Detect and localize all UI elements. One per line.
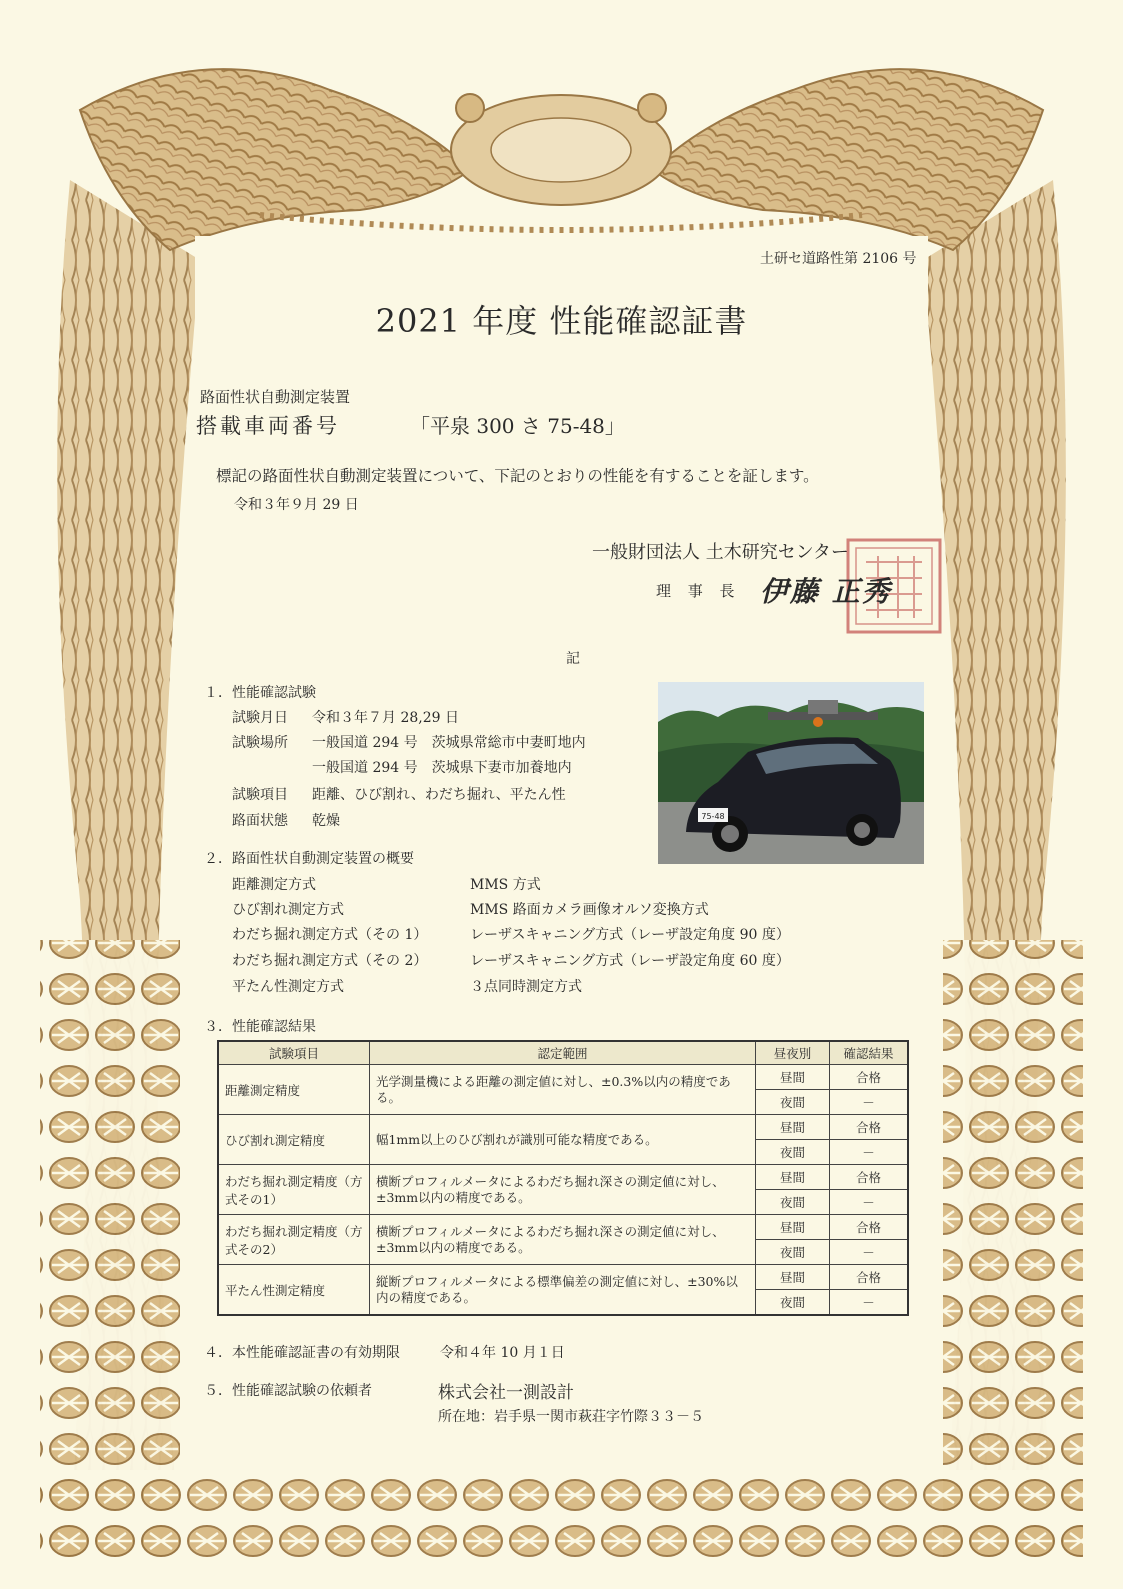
signer-position: 理 事 長 (656, 582, 741, 600)
row-day: 昼間 (756, 1115, 830, 1140)
section1-title: １．性能確認試験 (204, 685, 316, 701)
header-test-item: 試験項目 (218, 1041, 369, 1065)
test-items-value: 距離、ひび割れ、わだち掘れ、平たん性 (312, 787, 566, 803)
row-night: 夜間 (756, 1240, 830, 1265)
issue-date: 令和３年９月 29 日 (234, 497, 359, 513)
row-night-result: － (829, 1190, 908, 1215)
distance-method-label: 距離測定方式 (232, 877, 316, 893)
row-night: 夜間 (756, 1190, 830, 1215)
rut-method1-value: レーザスキャニング方式（レーザ設定角度 90 度） (470, 927, 790, 943)
row-range: 光学測量機による距離の測定値に対し、±0.3%以内の精度である。 (369, 1065, 755, 1115)
row-night: 夜間 (756, 1140, 830, 1165)
test-site-value-2: 一般国道 294 号 茨城県下妻市加養地内 (312, 760, 572, 776)
section4-title: ４．本性能確認証書の有効期限 (204, 1345, 400, 1361)
table-row (218, 1115, 908, 1140)
test-site-label: 試験場所 (232, 735, 288, 751)
rut-method1-label: わだち掘れ測定方式（その 1） (232, 927, 428, 943)
rut-method2-label: わだち掘れ測定方式（その 2） (232, 953, 428, 969)
rut-method2-value: レーザスキャニング方式（レーザ設定角度 60 度） (470, 953, 790, 969)
surface-state-value: 乾燥 (312, 813, 340, 829)
test-date-value: 令和３年７月 28,29 日 (312, 710, 459, 726)
row-night-result: － (829, 1140, 908, 1165)
validity-date: 令和４年 10 月１日 (440, 1345, 565, 1361)
row-day-result: 合格 (829, 1165, 908, 1190)
row-day: 昼間 (756, 1265, 830, 1290)
heading-ki: 記 (566, 651, 580, 667)
section5-title: ５．性能確認試験の依頼者 (204, 1383, 372, 1399)
row-item: わだち掘れ測定精度（方式その2） (218, 1215, 369, 1265)
certification-statement: 標記の路面性状自動測定装置について、下記のとおりの性能を有することを証します。 (216, 467, 819, 485)
results-table (217, 1040, 909, 1316)
row-night-result: － (829, 1090, 908, 1115)
table-row (218, 1265, 908, 1290)
plate-value: 「平泉 300 さ 75-48」 (410, 414, 625, 438)
row-item: 距離測定精度 (218, 1065, 369, 1115)
table-row (218, 1065, 908, 1090)
flatness-method-value: ３点同時測定方式 (470, 979, 582, 995)
issuing-organization: 一般財団法人 土木研究センター (592, 542, 850, 563)
header-result: 確認結果 (829, 1041, 908, 1065)
row-range: 横断プロフィルメータによるわだち掘れ深さの測定値に対し、±3mm以内の精度である。 (369, 1165, 755, 1215)
device-label: 路面性状自動測定装置 (200, 388, 351, 406)
section2-title: ２．路面性状自動測定装置の概要 (204, 851, 414, 867)
table-row (218, 1215, 908, 1240)
row-day: 昼間 (756, 1215, 830, 1240)
row-range: 縦断プロフィルメータによる標準偏差の測定値に対し、±30%以内の精度である。 (369, 1265, 755, 1316)
row-day: 昼間 (756, 1065, 830, 1090)
section3-title: ３．性能確認結果 (204, 1019, 316, 1035)
client-address: 所在地：岩手県一関市萩荘字竹際３３－５ (438, 1409, 704, 1425)
flatness-method-label: 平たん性測定方式 (232, 979, 344, 995)
row-night-result: － (829, 1290, 908, 1316)
row-range: 横断プロフィルメータによるわだち掘れ深さの測定値に対し、±3mm以内の精度である。 (369, 1215, 755, 1265)
plate-label: 搭載車両番号 (196, 414, 340, 438)
distance-method-value: MMS 方式 (470, 877, 541, 893)
row-day: 昼間 (756, 1165, 830, 1190)
row-night-result: － (829, 1240, 908, 1265)
header-range: 認定範囲 (369, 1041, 755, 1065)
crack-method-label: ひび割れ測定方式 (232, 902, 344, 918)
row-item: ひび割れ測定精度 (218, 1115, 369, 1165)
row-day-result: 合格 (829, 1065, 908, 1090)
row-day-result: 合格 (829, 1265, 908, 1290)
row-item: 平たん性測定精度 (218, 1265, 369, 1316)
row-item: わだち掘れ測定精度（方式その1） (218, 1165, 369, 1215)
row-day-result: 合格 (829, 1115, 908, 1140)
row-night: 夜間 (756, 1090, 830, 1115)
table-row (218, 1165, 908, 1190)
row-day-result: 合格 (829, 1215, 908, 1240)
row-night: 夜間 (756, 1290, 830, 1316)
client-name: 株式会社一測設計 (438, 1383, 574, 1403)
vehicle-photo (658, 682, 924, 864)
document-number: 土研セ道路性第 2106 号 (760, 251, 917, 267)
crack-method-value: MMS 路面カメラ画像オルソ変換方式 (470, 902, 709, 918)
surface-state-label: 路面状態 (232, 813, 288, 829)
signer-name: 伊藤 正秀 (760, 575, 892, 608)
page-title: 2021 年度 性能確認証書 (375, 302, 748, 340)
test-items-label: 試験項目 (232, 787, 288, 803)
vehicle-plate-text: 75-48 (701, 812, 725, 821)
header-day-night: 昼夜別 (756, 1041, 830, 1065)
row-range: 幅1mm以上のひび割れが識別可能な精度である。 (369, 1115, 755, 1165)
test-date-label: 試験月日 (232, 710, 288, 726)
test-site-value-1: 一般国道 294 号 茨城県常総市中妻町地内 (312, 735, 586, 751)
table-header-row (218, 1041, 908, 1065)
